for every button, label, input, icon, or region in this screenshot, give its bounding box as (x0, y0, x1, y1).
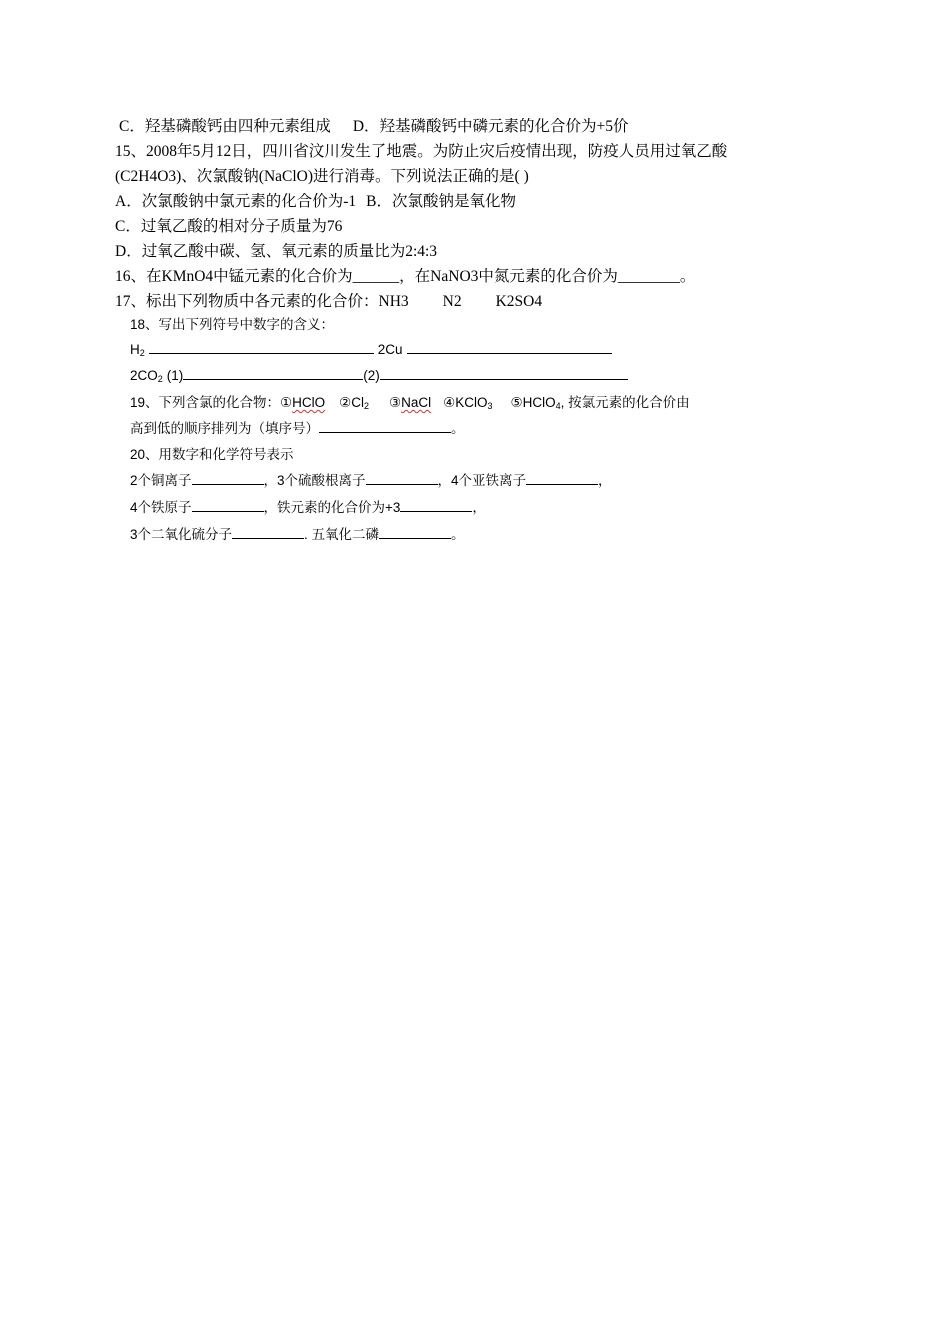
q19-line2-end: 。 (451, 421, 465, 436)
q20-prompt: 20、用数字和化学符号表示 (130, 447, 294, 462)
q18-co2-part1: (1) (166, 368, 184, 383)
q20-ferrous-ions-label: ，4个亚铁离子 (437, 473, 527, 488)
q14-option-d: D．羟基磷酸钙中磷元素的化合价为+5价 (352, 118, 629, 135)
q20-copper-ions-label: 2个铜离子 (130, 473, 192, 488)
q18-h2-label: $H_2$ (130, 342, 145, 358)
q15-option-b: B．次氯酸钠是氧化物 (366, 193, 516, 210)
q20-p2o5-blank[interactable] (379, 524, 451, 539)
q18-cu-answer-blank[interactable] (407, 339, 612, 354)
q20-copper-ions-blank[interactable] (192, 470, 264, 485)
q15-stem-line1: 15、2008年5月12日，四川省汶川发生了地震。为防止灾后疫情出现，防疫人员用过氧乙酸 (115, 143, 728, 160)
q20-row1-end: ， (598, 473, 612, 488)
q17-line (115, 289, 542, 311)
q20-row2 (130, 496, 486, 516)
q20-iron-atoms-label: 4个铁原子 (130, 500, 192, 515)
q20-ferrous-ions-blank[interactable] (526, 470, 598, 485)
q18-co2-part2: (2) (363, 368, 380, 383)
q20-iron-valence-blank[interactable] (400, 497, 472, 512)
q20-p2o5-label: . 五氧化二磷 (304, 527, 380, 542)
q16-part3: 。 (679, 268, 696, 285)
q20-iron-valence-label: ，铁元素的化合价为+3 (263, 500, 401, 515)
q16-blank1: ______ (352, 268, 400, 285)
q20-so2-label: 3个二氧化硫分子 (130, 527, 233, 542)
q14-options (119, 114, 629, 136)
q16-part2: ，在NaNO3中氮元素的化合价为 (399, 268, 618, 285)
q19-order-label: 高到低的顺序排列为（填序号） (130, 421, 319, 436)
q17-item-k2so4: K2SO4 (495, 293, 543, 310)
q15-stem-line2: (C2H4O3)、次氯酸钠(NaClO)进行消毒。下列说法正确的是( ) (115, 168, 529, 185)
q14-option-c: C．羟基磷酸钙由四种元素组成 (119, 118, 331, 135)
q18-h2-answer-blank[interactable] (149, 339, 374, 354)
q18-co2-blank2[interactable] (380, 365, 628, 380)
q18-co2-label: $2CO_2$ (130, 368, 163, 384)
q18-prompt: 18、写出下列符号中数字的含义： (130, 317, 335, 332)
q20-row3 (130, 523, 465, 543)
q17-prompt: 17、标出下列物质中各元素的化合价：NH3 (115, 293, 409, 310)
q19-prompt: 19、下列含氯的化合物： (130, 395, 281, 410)
q16-part1: 16、在KMnO4中锰元素的化合价为 (115, 268, 353, 285)
q20-sulfate-ions-blank[interactable] (366, 470, 438, 485)
q16-blank2: ________ (617, 268, 680, 285)
q19-compound-5: ⑤HClO$_4$ (510, 395, 561, 411)
q18-row1 (130, 339, 612, 358)
q19-compound-3: ③NaCl (389, 395, 432, 410)
q19-order-answer-blank[interactable] (319, 418, 451, 433)
q15-option-d: D．过氧乙酸中碳、氢、氧元素的质量比为2:4:3 (115, 243, 438, 260)
q20-sulfate-ions-label: ，3个硫酸根离子 (263, 473, 366, 488)
q18-cu-label: 2Cu (377, 342, 403, 357)
q16-line (115, 264, 695, 286)
q20-row2-end: ， (472, 500, 486, 515)
q18-co2-blank1[interactable] (183, 365, 363, 380)
q17-item-n2: N2 (442, 293, 462, 310)
q20-row3-end: 。 (451, 527, 465, 542)
q20-row1 (130, 469, 612, 489)
q15-option-c: C．过氧乙酸的相对分子质量为76 (115, 218, 343, 235)
q19-tail: , 按氯元素的化合价由 (560, 395, 690, 410)
q15-option-a: A．次氯酸钠中氯元素的化合价为-1 (115, 193, 357, 210)
q19-compound-2: $②Cl_2$ (339, 395, 370, 411)
q18-row2 (130, 365, 628, 384)
q19-compound-1: ①HClO (280, 395, 326, 410)
q15-options-ab (115, 189, 516, 211)
q20-so2-blank[interactable] (232, 524, 304, 539)
q20-iron-atoms-blank[interactable] (192, 497, 264, 512)
q19-line1 (130, 391, 690, 411)
q19-line2 (130, 417, 465, 437)
q19-compound-4: ④KClO$_3$ (443, 395, 493, 411)
